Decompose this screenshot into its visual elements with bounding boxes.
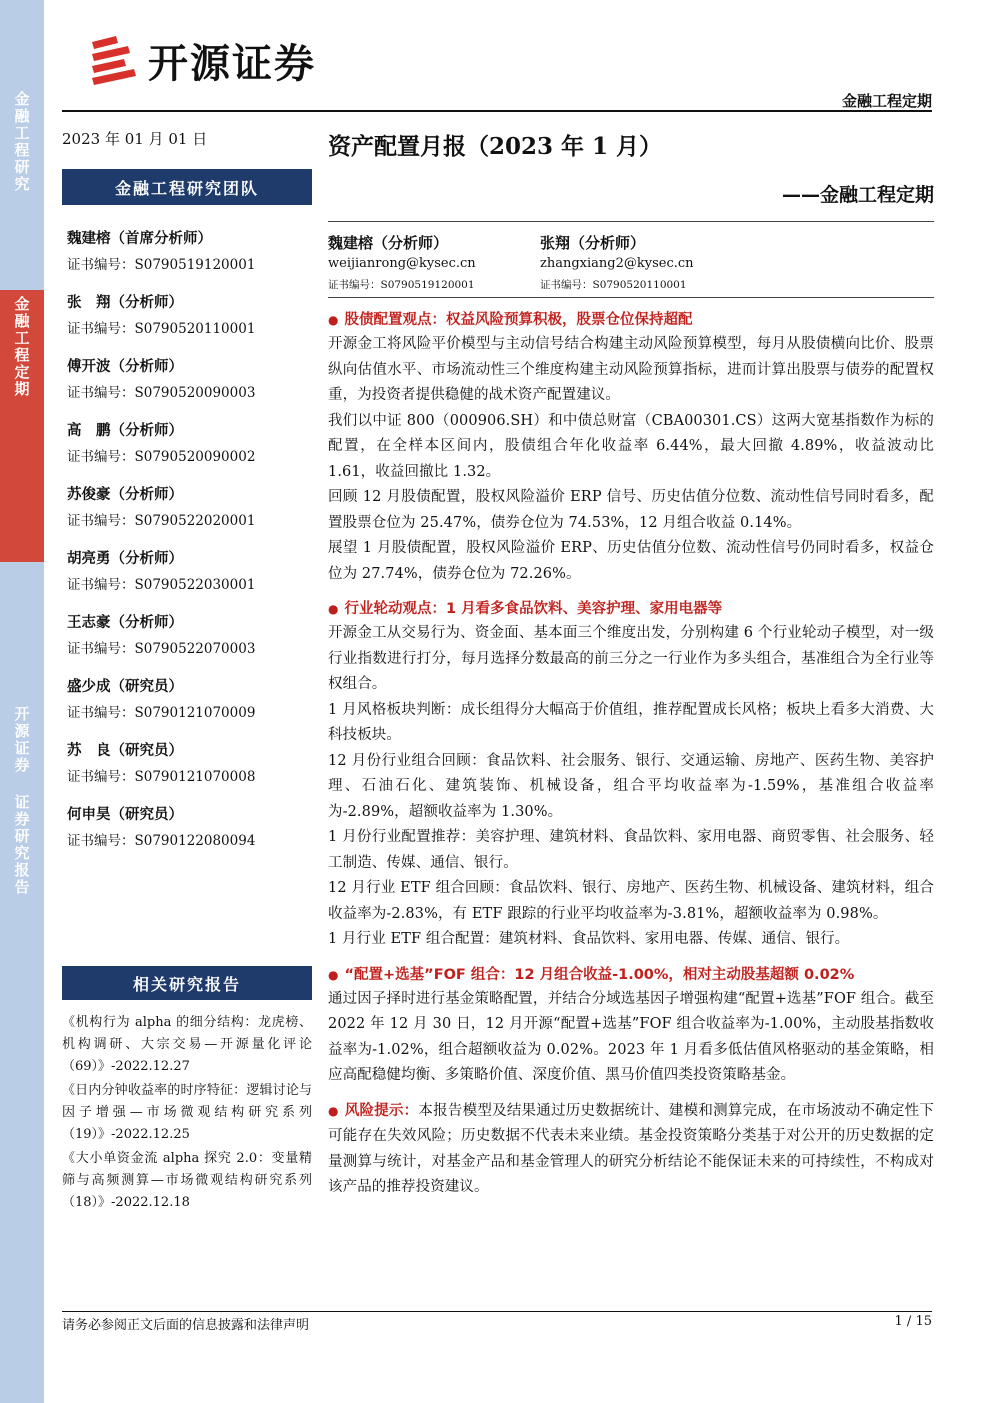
author-cert: 证书编号：S0790519120001 xyxy=(328,279,475,291)
section-title: “配置+选基”FOF 组合：12 月组合收益-1.00%，相对主动股基超额 0.02% xyxy=(344,966,855,983)
side-seg-report xyxy=(0,700,44,920)
analyst-name: 何申昊（研究员） xyxy=(67,807,183,823)
report-subtitle: ——金融工程定期 xyxy=(781,184,934,206)
bullet-icon: ● xyxy=(328,313,339,327)
side-seg-periodic xyxy=(0,290,44,562)
related-report-link[interactable]: 《大小单资金流 alpha 探究 2.0：变量精筛与高频测算—市场微观结构研究系列（18）》-2022.12.18 xyxy=(62,1151,312,1210)
related-title-bar: 相关研究报告 xyxy=(62,966,312,1000)
section-heading xyxy=(328,597,934,621)
risk-text: 本报告模型及结果通过历史数据统计、建模和测算完成，在市场波动不确定性下可能存在失效风险；历史数据不代表未来业绩。基金投资策略分类基于对公开的历史数据的定量测算与统计，对基金产品和基金管理人的研究分析结论不能保证未来的可持续性，不构成对该产品的推荐投资建议。 xyxy=(328,1102,935,1195)
analyst-name: 胡亮勇（分析师） xyxy=(67,551,183,567)
analyst-cert: 证书编号：S0790522070003 xyxy=(67,641,256,657)
analyst-item xyxy=(62,229,312,275)
analyst-item xyxy=(62,549,312,595)
section-title: 股债配置观点：权益风险预算积极，股票仓位保持超配 xyxy=(344,312,693,328)
analyst-item xyxy=(62,677,312,723)
risk-paragraph xyxy=(328,1099,934,1201)
team-title-bar: 金融工程研究团队 xyxy=(62,169,312,205)
section-paragraph: 展望 1 月股债配置，股权风险溢价 ERP、历史估值分位数、流动性信号仍同时看多，权益仓位为 27.74%，债券仓位为 72.26%。 xyxy=(328,540,934,582)
bullet-icon: ● xyxy=(328,602,339,616)
left-column xyxy=(62,128,312,851)
author-cert: 证书编号：S0790520110001 xyxy=(540,279,687,291)
section-paragraph: 1 月风格板块判断：成长组得分大幅高于价值组，推荐配置成长风格；板块上看多大消费、大科技板块。 xyxy=(328,701,934,743)
section-heading xyxy=(328,963,934,987)
footer-divider xyxy=(62,1311,932,1312)
page-number: 1 / 15 xyxy=(894,1314,932,1329)
section-heading xyxy=(328,308,934,332)
author-email[interactable]: zhangxiang2@kysec.cn xyxy=(540,256,694,271)
section-paragraph: 1 月份行业配置推荐：美容护理、建筑材料、食品饮料、家用电器、商贸零售、社会服务、轻工制造、传媒、通信、银行。 xyxy=(328,829,934,871)
analyst-item xyxy=(62,741,312,787)
brand-logo xyxy=(90,30,390,90)
section-paragraph: 回顾 12 月股债配置，股权风险溢价 ERP 信号、历史估值分位数、流动性信号同时看多，配置股票仓位为 25.47%，债券仓位为 74.53%，12 月组合收益 0.14%。 xyxy=(328,489,934,531)
analyst-name: 魏建榕（首席分析师） xyxy=(67,231,212,247)
analyst-cert: 证书编号：S0790121070008 xyxy=(67,769,256,785)
author-name: 魏建榕（分析师） xyxy=(328,234,449,252)
analyst-name: 张 翔（分析师） xyxy=(67,295,183,311)
author-item xyxy=(540,232,752,293)
analyst-list xyxy=(62,229,312,851)
author-item xyxy=(328,232,540,293)
analyst-item xyxy=(62,805,312,851)
footer-disclaimer: 请务必参阅正文后面的信息披露和法律声明 xyxy=(62,1318,310,1333)
analyst-item xyxy=(62,613,312,659)
analyst-cert: 证书编号：S0790520090003 xyxy=(67,385,256,401)
analyst-cert: 证书编号：S0790121070009 xyxy=(67,705,256,721)
author-divider xyxy=(328,297,934,298)
author-block xyxy=(328,222,934,293)
side-band xyxy=(0,0,44,1403)
section-paragraph: 1 月行业 ETF 组合配置：建筑材料、食品饮料、家用电器、传媒、通信、银行。 xyxy=(328,931,850,947)
side-label-research: 金融工程研究 xyxy=(12,91,31,193)
section-title: 行业轮动观点：1 月看多食品饮料、美容护理、家用电器等 xyxy=(344,601,723,617)
report-date: 2023 年 01 月 01 日 xyxy=(62,130,208,148)
kysec-logo-icon xyxy=(90,34,136,86)
risk-label: 风险提示： xyxy=(344,1102,419,1119)
section-fof xyxy=(328,963,934,1089)
section-paragraph: 12 月行业 ETF 组合回顾：食品饮料、银行、房地产、医药生物、机械设备、建筑材料，组合收益率为-2.83%，有 ETF 跟踪的行业平均收益率为-3.81%，超额收益率为 0.98%。 xyxy=(328,880,934,922)
analyst-item xyxy=(62,421,312,467)
author-email[interactable]: weijianrong@kysec.cn xyxy=(328,256,476,271)
analyst-name: 苏 良（研究员） xyxy=(67,743,183,759)
side-label-report: 开源证券 证券研究报告 xyxy=(12,706,31,896)
analyst-item xyxy=(62,485,312,531)
main-column xyxy=(328,130,934,1201)
analyst-cert: 证书编号：S0790519120001 xyxy=(67,257,256,273)
analyst-name: 盛少成（研究员） xyxy=(67,679,183,695)
header-tag: 金融工程定期 xyxy=(841,92,932,110)
analyst-item xyxy=(62,357,312,403)
side-seg-research xyxy=(0,85,44,290)
analyst-cert: 证书编号：S0790520090002 xyxy=(67,449,256,465)
related-report-link[interactable]: 《日内分钟收益率的时序特征：逻辑讨论与因子增强—市场微观结构研究系列（19）》-2022.12.25 xyxy=(62,1083,312,1142)
section-industry xyxy=(328,597,934,953)
section-paragraph: 12 月份行业组合回顾：食品饮料、社会服务、银行、交通运输、房地产、医药生物、美容护理、石油石化、建筑装饰、机械设备，组合平均收益率为-1.59%，基准组合收益率为-2.89%，超额收益率为 1.30%。 xyxy=(328,752,934,820)
section-risk xyxy=(328,1099,934,1201)
analyst-cert: 证书编号：S0790520110001 xyxy=(67,321,256,337)
report-title: 资产配置月报（2023 年 1 月） xyxy=(328,133,663,160)
side-label-periodic: 金融工程定期 xyxy=(12,296,31,398)
bullet-icon: ● xyxy=(328,1103,339,1118)
analyst-cert: 证书编号：S0790122080094 xyxy=(67,833,256,849)
analyst-cert: 证书编号：S0790522020001 xyxy=(67,513,256,529)
analyst-name: 高 鹏（分析师） xyxy=(67,423,183,439)
bullet-icon: ● xyxy=(328,967,339,982)
analyst-name: 王志豪（分析师） xyxy=(67,615,183,631)
analyst-cert: 证书编号：S0790522030001 xyxy=(67,577,256,593)
author-name: 张翔（分析师） xyxy=(540,234,646,252)
section-allocation xyxy=(328,308,934,587)
section-paragraph: 开源金工从交易行为、资金面、基本面三个维度出发，分别构建 6 个行业轮动子模型，对一级行业指数进行打分，每月选择分数最高的前三分之一行业作为多头组合，基准组合为全行业等权组合。 xyxy=(328,625,934,692)
section-paragraph: 我们以中证 800（000906.SH）和中债总财富（CBA00301.CS）这两大宽基指数作为标的配置，在全样本区间内，股债组合年化收益率 6.44%，最大回撤 4.89%，收益波动比 1.61，收益回撤比 1.32。 xyxy=(328,412,934,480)
header-divider xyxy=(62,110,932,112)
related-report-link[interactable]: 《机构行为 alpha 的细分结构：龙虎榜、机构调研、大宗交易—开源量化评论（69）》-2022.12.27 xyxy=(62,1015,312,1074)
related-report-list xyxy=(62,1012,312,1216)
analyst-item xyxy=(62,293,312,339)
section-paragraph: 通过因子择时进行基金策略配置，并结合分域选基因子增强构建“配置+选基”FOF 组合。截至 2022 年 12 月 30 日，12 月开源“配置+选基”FOF 组合收益率为-1.00%，主动股基指数收益率为-1.02%，组合超额收益为 0.02%。2023 年 1 月看多低估值风格驱动的基金策略，相应高配稳健均衡、多策略价值、深度价值、黑马价值四类投资策略基金。 xyxy=(328,990,934,1083)
analyst-name: 苏俊豪（分析师） xyxy=(67,487,183,503)
analyst-name: 傅开波（分析师） xyxy=(67,359,183,375)
section-paragraph: 开源金工将风险平价模型与主动信号结合构建主动风险预算模型，每月从股债横向比价、股票纵向估值水平、市场流动性三个维度构建主动风险预算指标，进而计算出股票与债券的配置权重，为投资者提供稳健的战术资产配置建议。 xyxy=(328,336,934,403)
brand-name: 开源证券 xyxy=(148,40,316,87)
